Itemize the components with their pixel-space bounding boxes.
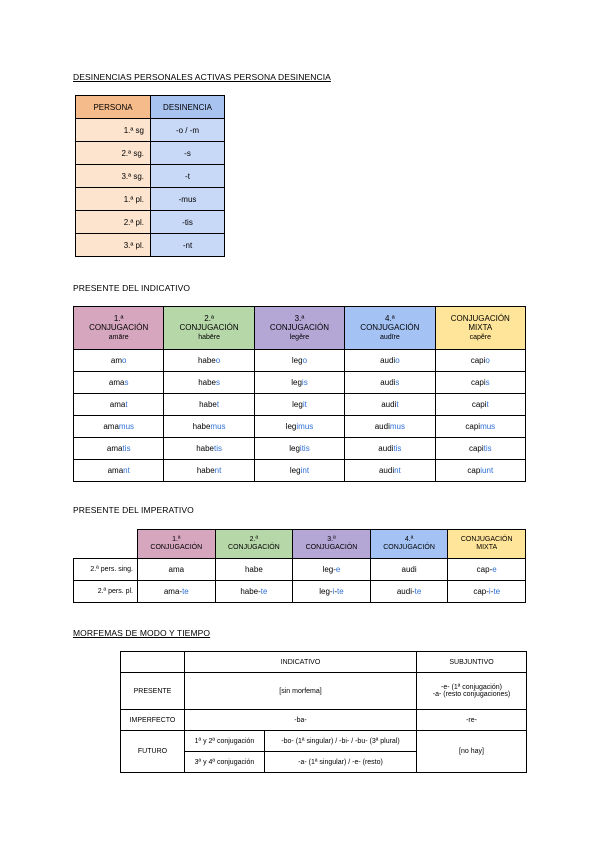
imperativo-form-cell bbox=[370, 559, 448, 581]
verb-ending: is bbox=[301, 378, 308, 387]
verb-stem: habe bbox=[196, 466, 215, 475]
verb-form-cell bbox=[435, 416, 525, 438]
table-row bbox=[76, 165, 225, 188]
header-desinencia: DESINENCIA bbox=[151, 96, 225, 119]
verb-form-cell bbox=[254, 460, 344, 482]
morf-header-blank bbox=[121, 652, 185, 673]
verb-ending: tis bbox=[483, 444, 492, 453]
imperativo-form-cell bbox=[215, 581, 293, 603]
presente-indicativo-table bbox=[73, 306, 526, 482]
morf-row-imperfecto-label: IMPERFECTO bbox=[121, 710, 185, 731]
verb-form-cell bbox=[164, 438, 254, 460]
table-row bbox=[76, 119, 225, 142]
header-imp-conj-4: 4.ª CONJUGACIÓN bbox=[370, 530, 448, 559]
verb-ending: mus bbox=[210, 422, 226, 431]
verb-ending: t bbox=[216, 400, 220, 409]
verb-stem: ama bbox=[109, 400, 126, 409]
morf-presente-subjuntivo: -e- (1ª conjugación) -a- (resto conjugaciones) bbox=[417, 673, 527, 710]
desinencias-table bbox=[75, 95, 225, 257]
verb-stem: capi bbox=[465, 422, 481, 431]
table-row bbox=[76, 234, 225, 257]
verb-stem: am bbox=[110, 356, 123, 365]
verb-form-cell bbox=[345, 372, 435, 394]
imperativo-row-label: 2.ª pers. pl. bbox=[74, 581, 138, 603]
verb-form-cell bbox=[345, 394, 435, 416]
imperativo-form-cell bbox=[448, 581, 526, 603]
verb-stem: leg- bbox=[319, 587, 333, 596]
desinencia-cell: -tis bbox=[151, 211, 225, 234]
verb-form-cell bbox=[164, 350, 254, 372]
morf-header-indicativo: INDICATIVO bbox=[185, 652, 417, 673]
morf-imperfecto-indicativo: -ba- bbox=[185, 710, 417, 731]
verb-ending: o bbox=[395, 356, 400, 365]
verb-ending: te bbox=[337, 587, 344, 596]
verb-stem: capi bbox=[470, 378, 486, 387]
verb-form-cell bbox=[435, 372, 525, 394]
morf-row-futuro-label: FUTURO bbox=[121, 731, 185, 773]
presente-imperativo-table bbox=[73, 529, 526, 603]
verb-ending: iunt bbox=[480, 466, 494, 475]
section-title-desinencias: DESINENCIAS PERSONALES ACTIVAS PERSONA DESINENCIA bbox=[73, 72, 331, 82]
verb-stem: habe bbox=[196, 444, 214, 453]
verb-ending: nt bbox=[394, 466, 401, 475]
verb-stem: ama bbox=[106, 444, 123, 453]
verb-form-cell bbox=[164, 372, 254, 394]
verb-form-cell bbox=[345, 350, 435, 372]
header-imp-conj-2: 2.ª CONJUGACIÓN bbox=[215, 530, 293, 559]
verb-form-cell bbox=[435, 350, 525, 372]
verb-stem: leg bbox=[291, 356, 303, 365]
section-title-imperativo: PRESENTE DEL IMPERATIVO bbox=[73, 505, 194, 515]
header-conj-mixta: CONJUGACIÓN MIXTA capĕre bbox=[435, 307, 525, 350]
verb-stem: audi bbox=[378, 444, 394, 453]
verb-ending: nt bbox=[214, 466, 222, 475]
header-imp-conj-3: 3.ª CONJUGACIÓN bbox=[293, 530, 371, 559]
verb-ending: o bbox=[122, 356, 127, 365]
verb-ending: int bbox=[300, 466, 310, 475]
header-blank bbox=[74, 530, 138, 559]
verb-stem: cap- bbox=[473, 587, 489, 596]
verb-ending: nt bbox=[123, 466, 130, 475]
table-row bbox=[76, 142, 225, 165]
verb-ending: imus bbox=[296, 422, 314, 431]
section-title-indicativo: PRESENTE DEL INDICATIVO bbox=[73, 283, 191, 293]
verb-ending: mus bbox=[389, 422, 405, 431]
verb-ending: tis bbox=[213, 444, 222, 453]
verb-form-cell bbox=[74, 372, 164, 394]
verb-stem: cap bbox=[467, 466, 481, 475]
table-row bbox=[74, 581, 526, 603]
imperativo-form-cell bbox=[138, 559, 216, 581]
table-row bbox=[74, 460, 526, 482]
verb-form-cell bbox=[435, 460, 525, 482]
verb-separator: - bbox=[490, 587, 494, 596]
imperativo-form-cell bbox=[293, 559, 371, 581]
verb-stem: audi bbox=[381, 400, 397, 409]
verb-stem: audi- bbox=[396, 587, 415, 596]
desinencia-cell: -s bbox=[151, 142, 225, 165]
verb-form-cell bbox=[164, 394, 254, 416]
imperativo-form-cell bbox=[138, 581, 216, 603]
table-row bbox=[76, 211, 225, 234]
morf-futuro-morf-12: -bo- (1ª singular) / -bi- / -bu- (3ª plural) bbox=[265, 731, 417, 752]
verb-ending: itis bbox=[299, 444, 310, 453]
verb-form-cell bbox=[74, 460, 164, 482]
verb-ending: te bbox=[493, 587, 501, 596]
verb-form-cell bbox=[254, 372, 344, 394]
verb-ending: it bbox=[302, 400, 307, 409]
verb-stem: audi bbox=[374, 422, 390, 431]
verb-stem: leg bbox=[289, 444, 300, 453]
verb-stem: habe bbox=[198, 378, 216, 387]
table-row bbox=[74, 416, 526, 438]
verb-form-cell bbox=[254, 350, 344, 372]
verb-form-cell bbox=[74, 438, 164, 460]
imperativo-form-cell bbox=[448, 559, 526, 581]
desinencia-cell: -mus bbox=[151, 188, 225, 211]
morf-futuro-morf-34: -a- (1ª singular) / -e- (resto) bbox=[265, 752, 417, 773]
imperativo-form-cell bbox=[370, 581, 448, 603]
verb-form-cell bbox=[164, 460, 254, 482]
verb-stem: habe- bbox=[240, 587, 261, 596]
header-imp-conj-mixta: CONJUGACIÓN MIXTA bbox=[448, 530, 526, 559]
desinencia-cell: -o / -m bbox=[151, 119, 225, 142]
morf-row-presente-label: PRESENTE bbox=[121, 673, 185, 710]
persona-cell: 1.ª sg bbox=[76, 119, 151, 142]
verb-stem: leg bbox=[291, 378, 302, 387]
verb-ending: o bbox=[485, 356, 490, 365]
verb-stem: leg bbox=[285, 422, 297, 431]
verb-ending: t bbox=[396, 400, 399, 409]
morf-futuro-subjuntivo: [no hay] bbox=[417, 731, 527, 773]
verb-separator: - bbox=[334, 587, 338, 596]
verb-stem: habe bbox=[192, 422, 211, 431]
verb-stem: leg- bbox=[322, 565, 336, 574]
verb-ending: o bbox=[302, 356, 308, 365]
verb-form-cell bbox=[74, 416, 164, 438]
header-conj-2: 2.ª CONJUGACIÓN habēre bbox=[164, 307, 254, 350]
verb-ending: e bbox=[492, 565, 497, 574]
verb-stem: audi bbox=[380, 378, 396, 387]
persona-cell: 3.ª sg. bbox=[76, 165, 151, 188]
imperativo-form-cell bbox=[293, 581, 371, 603]
persona-cell: 2.ª pl. bbox=[76, 211, 151, 234]
morf-presente-indicativo: [sin morfema] bbox=[185, 673, 417, 710]
verb-stem: audi bbox=[378, 466, 395, 475]
verb-ending: i bbox=[332, 587, 335, 596]
verb-stem: habe bbox=[199, 400, 217, 409]
table-row bbox=[74, 559, 526, 581]
verb-ending: te bbox=[414, 587, 422, 596]
verb-form-cell bbox=[254, 438, 344, 460]
table-row bbox=[74, 372, 526, 394]
verb-form-cell bbox=[74, 394, 164, 416]
verb-form-cell bbox=[345, 416, 435, 438]
morf-futuro-conj-12: 1ª y 2ª conjugación bbox=[185, 731, 265, 752]
section-title-morfemas: MORFEMAS DE MODO Y TIEMPO bbox=[73, 628, 211, 638]
verb-ending: te bbox=[260, 587, 268, 596]
morf-imperfecto-subjuntivo: -re- bbox=[417, 710, 527, 731]
persona-cell: 2.ª sg. bbox=[76, 142, 151, 165]
verb-stem: leg bbox=[289, 466, 301, 475]
header-conj-4: 4.ª CONJUGACIÓN audīre bbox=[345, 307, 435, 350]
verb-stem: habe bbox=[197, 356, 216, 365]
verb-stem: leg bbox=[292, 400, 303, 409]
verb-ending: te bbox=[182, 587, 189, 596]
morfemas-table bbox=[120, 651, 527, 773]
verb-form-cell bbox=[254, 416, 344, 438]
morf-futuro-conj-34: 3ª y 4ª conjugación bbox=[185, 752, 265, 773]
verb-stem: cap- bbox=[476, 565, 493, 574]
verb-ending: s bbox=[124, 378, 129, 387]
verb-stem: ama bbox=[168, 565, 185, 574]
verb-ending: mus bbox=[118, 422, 135, 431]
verb-form-cell bbox=[164, 416, 254, 438]
header-conj-1: 1.ª CONJUGACIÓN amāre bbox=[74, 307, 164, 350]
verb-form-cell bbox=[254, 394, 344, 416]
verb-form-cell bbox=[345, 460, 435, 482]
morf-header-subjuntivo: SUBJUNTIVO bbox=[417, 652, 527, 673]
persona-cell: 1.ª pl. bbox=[76, 188, 151, 211]
verb-stem: ama bbox=[103, 422, 119, 431]
table-row bbox=[74, 438, 526, 460]
verb-form-cell bbox=[74, 350, 164, 372]
verb-ending: tis bbox=[122, 444, 131, 453]
verb-stem: habe bbox=[244, 565, 263, 574]
table-row bbox=[76, 188, 225, 211]
desinencia-cell: -t bbox=[151, 165, 225, 188]
verb-stem: capi bbox=[470, 356, 486, 365]
verb-ending: t bbox=[486, 400, 489, 409]
imperativo-row-label: 2.ª pers. sing. bbox=[74, 559, 138, 581]
desinencia-cell: -nt bbox=[151, 234, 225, 257]
verb-ending: tis bbox=[393, 444, 402, 453]
imperativo-form-cell bbox=[215, 559, 293, 581]
verb-ending: o bbox=[215, 356, 221, 365]
verb-ending: s bbox=[485, 378, 490, 387]
verb-form-cell bbox=[345, 438, 435, 460]
verb-ending: mus bbox=[480, 422, 496, 431]
verb-stem: audi bbox=[401, 565, 417, 574]
verb-form-cell bbox=[435, 438, 525, 460]
verb-ending: s bbox=[215, 378, 220, 387]
header-persona: PERSONA bbox=[76, 96, 151, 119]
verb-stem: audi bbox=[380, 356, 396, 365]
table-row bbox=[74, 394, 526, 416]
verb-form-cell bbox=[435, 394, 525, 416]
table-row bbox=[74, 350, 526, 372]
verb-stem: capi bbox=[471, 400, 487, 409]
header-imp-conj-1: 1.ª CONJUGACIÓN bbox=[138, 530, 216, 559]
verb-ending: s bbox=[395, 378, 400, 387]
verb-ending: e bbox=[335, 565, 341, 574]
verb-stem: ama- bbox=[163, 587, 183, 596]
persona-cell: 3.ª pl. bbox=[76, 234, 151, 257]
verb-stem: ama bbox=[108, 378, 125, 387]
verb-stem: ama bbox=[107, 466, 124, 475]
header-conj-3: 3.ª CONJUGACIÓN legĕre bbox=[254, 307, 344, 350]
verb-ending: i bbox=[488, 587, 491, 596]
verb-stem: capi bbox=[468, 444, 484, 453]
verb-ending: t bbox=[125, 400, 128, 409]
